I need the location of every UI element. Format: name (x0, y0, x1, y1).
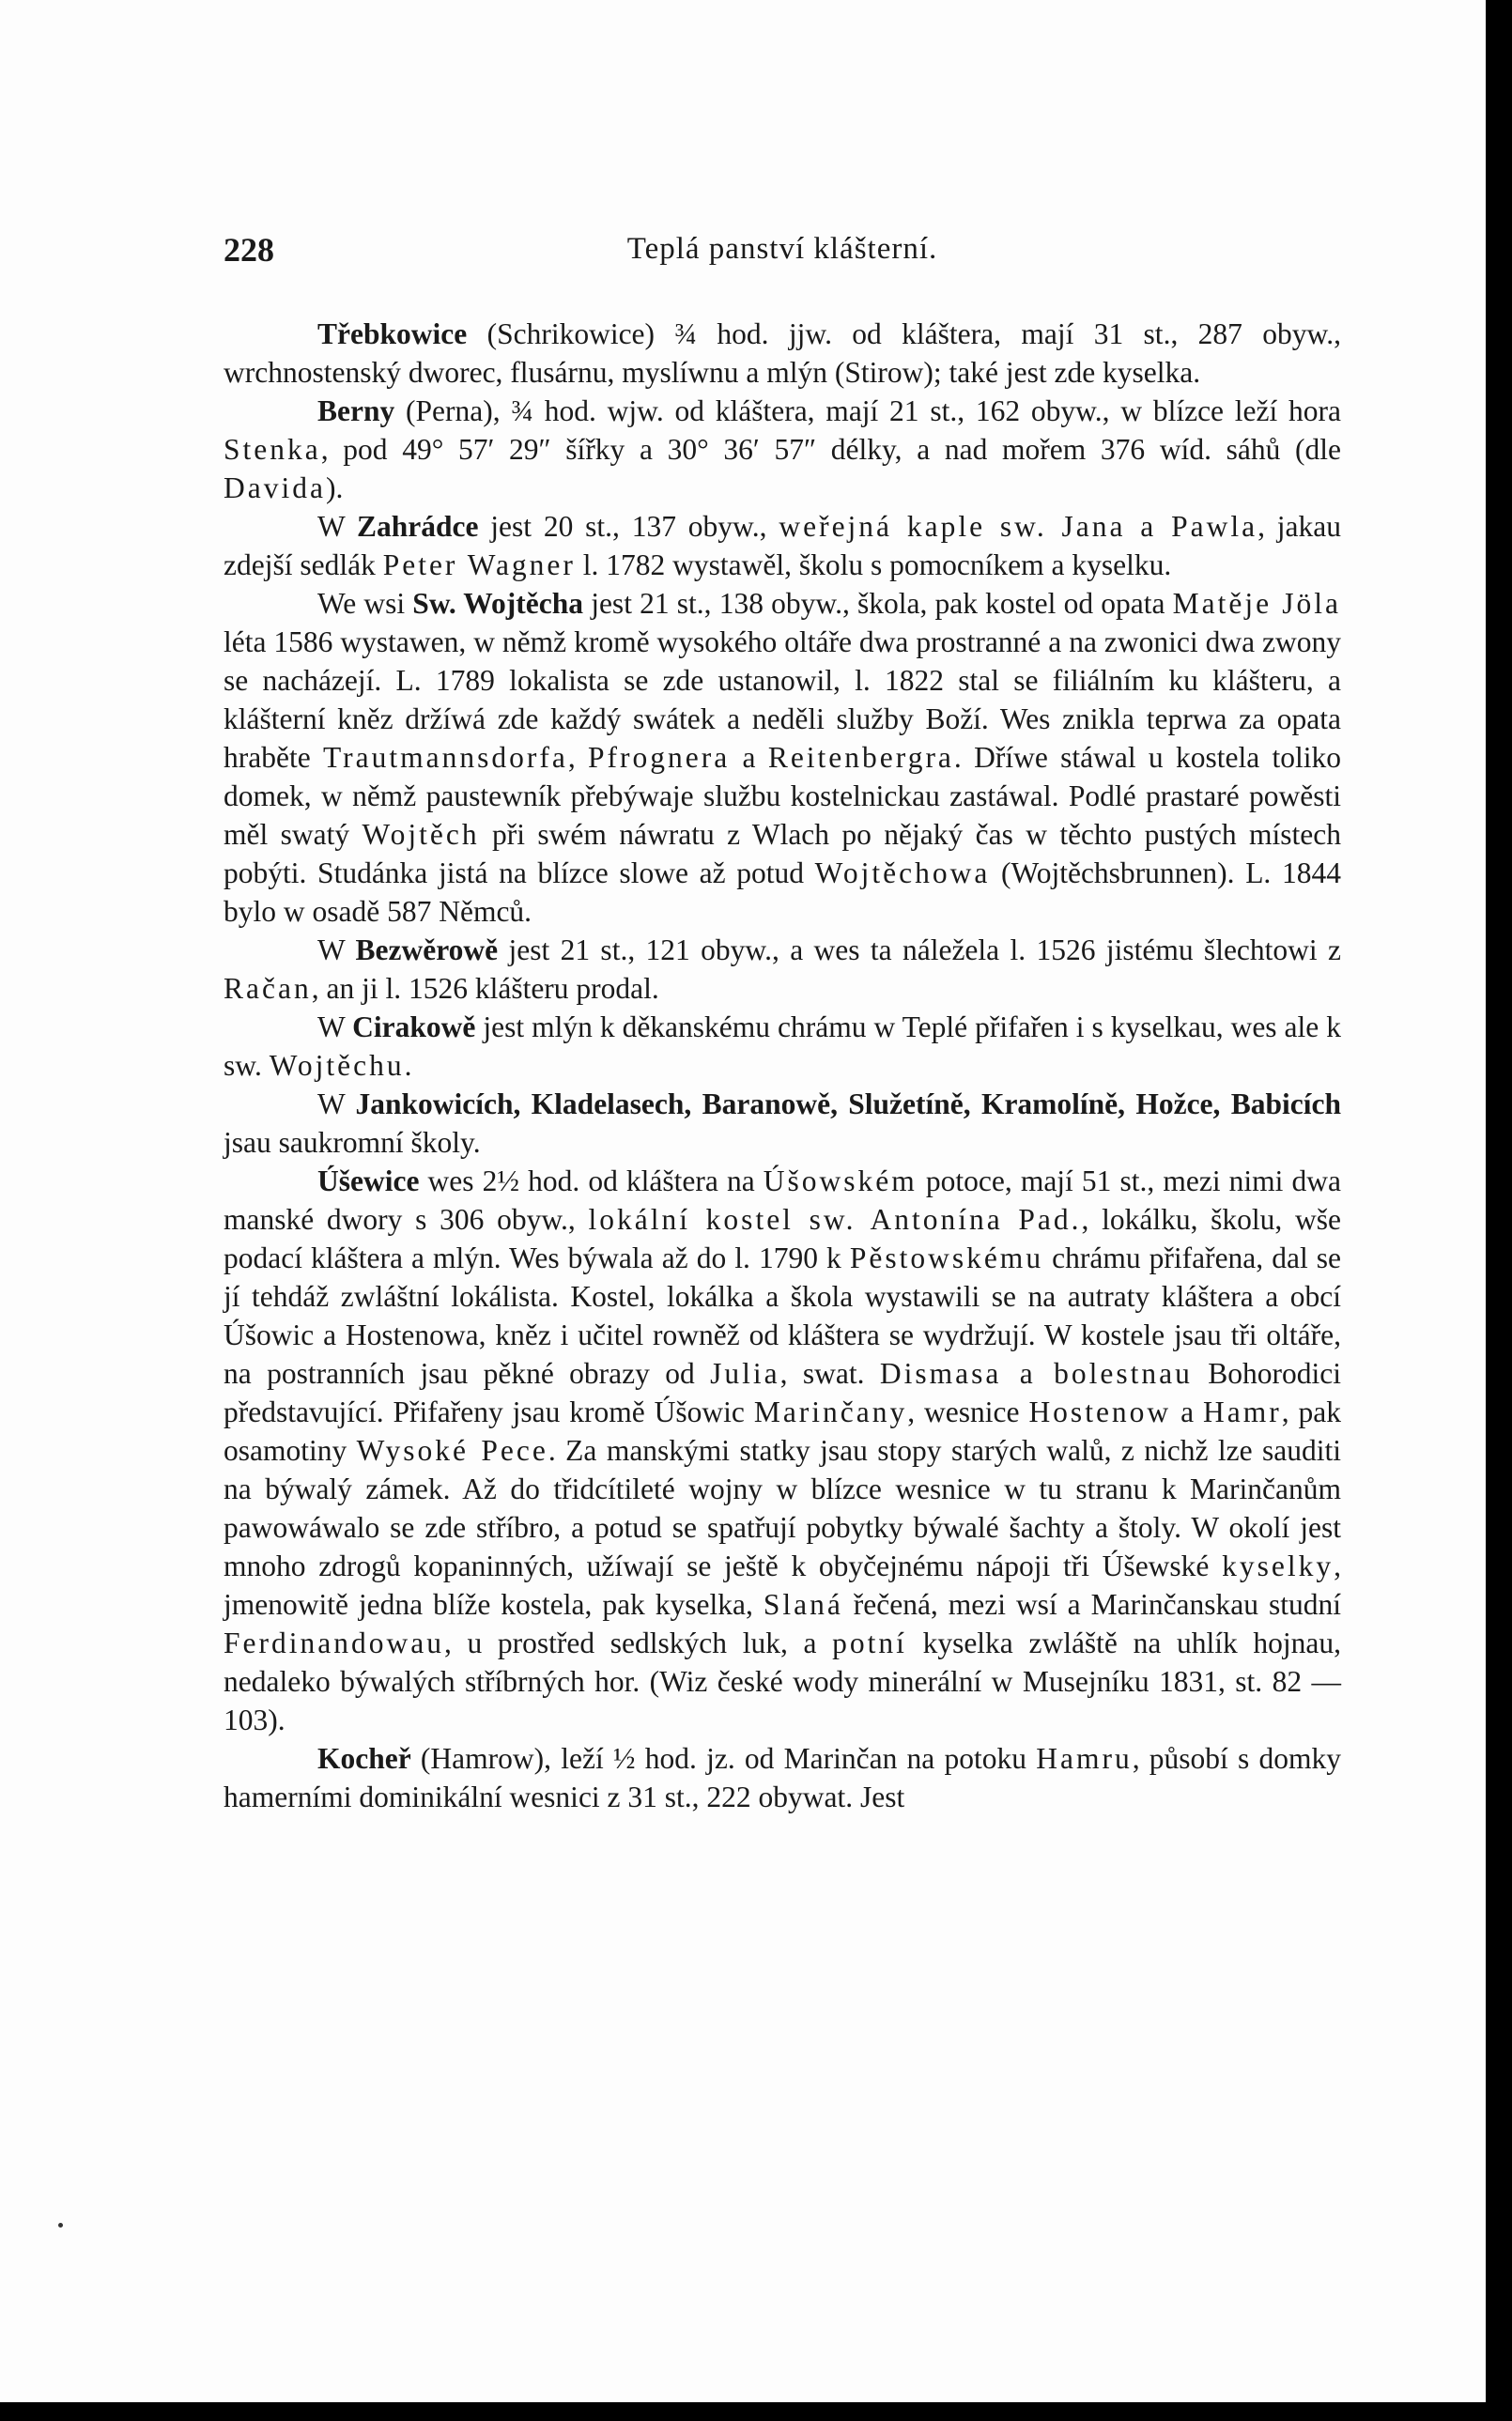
text-run: W (317, 510, 357, 543)
text-run: , u prostřed sedlských luk, a (443, 1627, 833, 1659)
text-run: , působí s domky hamerními dominikální wesnici z 31 st., 222 obywat. Jest (224, 1742, 1341, 1813)
place-name: Berny (317, 394, 395, 427)
paragraph (224, 1008, 1341, 1085)
text-run: při swém náwratu z Wlach po nějaký čas w těchto pustých místech pobýti. Studánka jistá na blízce slowe až potud (224, 818, 1341, 889)
text-block (224, 230, 1341, 1816)
text-run: jest 21 st., 121 obyw., a wes ta náležela l. 1526 jistému šlechtowi z (498, 933, 1341, 966)
spaced-text: Hamru (1036, 1742, 1133, 1775)
text-run: , an ji l. 1526 klášteru prodal. (311, 972, 659, 1005)
spaced-text: Davida (224, 471, 326, 504)
text-run: potoce, mají 51 st., mezi nimi dwa manské dwory s 306 obyw., (224, 1164, 1341, 1236)
spaced-text: Pěstowskému (849, 1241, 1044, 1274)
place-name: Úšewice (317, 1164, 420, 1197)
text-run: řečená, mezi wsí a Marinčanskau studní (842, 1588, 1341, 1621)
text-run: W (317, 1010, 353, 1043)
place-name: Kocheř (317, 1742, 411, 1775)
text-run: ). (325, 471, 344, 504)
page-number: 228 (224, 231, 274, 269)
text-run: a (730, 741, 768, 774)
text-run: W (317, 933, 356, 966)
place-name: Jankowicích, Kladelasech, Baranowě, Služetíně, Kramolíně, Hožce, Babicích (355, 1087, 1341, 1120)
place-name: Sw. Wojtěcha (412, 587, 584, 620)
spaced-text: Hostenow (1028, 1396, 1172, 1428)
text-run: chrámu přifařena, dal se jí tehdáž zwláštní lokálista. Kostel, lokálka a škola wystawili se na autraty kláštera a obcí Úšowic a Hostenowa, kněz i učitel rowněž od kláštera se wydržují. W kostele jsau tři oltáře, na postranních jsau pěkné obrazy od (224, 1241, 1341, 1390)
spaced-text: Pfrognera (588, 741, 731, 774)
spaced-text: Dismasa a bolestnau (879, 1357, 1193, 1390)
place-name: Cirakowě (352, 1010, 476, 1043)
spaced-text: Trautmannsdorfa (323, 741, 568, 774)
paragraph (224, 584, 1341, 931)
text-run: , pak osamotiny (224, 1396, 1342, 1467)
text-run: . Za manskými statky jsau stopy starých walů, z nichž lze sauditi na býwalý zámek. Až do třidcítileté wojny w blízce wesnice w tu stranu k Marinčanům pawowáwalo se zde stříbro, a potud se spatřují pobytky býwalé šachty a štoly. W okolí jest mnoho zdrogů kopaninných, užíwají se ještě k obyčejnému nápoji tři Úšewské (224, 1434, 1342, 1582)
text-run: jest 20 st., 137 obyw., (478, 510, 779, 543)
body-text (224, 315, 1341, 1816)
text-run: . (404, 1049, 412, 1082)
spaced-text: Wojtěchowa (814, 856, 991, 889)
margin-speck (58, 2223, 63, 2228)
text-run: (Schrikowice) ¾ hod. jjw. od kláštera, mají 31 st., 287 obyw., wrchnostenský dworec, flusárnu, myslíwnu a mlýn (Stirow); také jest zde kyselka. (224, 317, 1341, 389)
text-run: . Dříwe stáwal u kostela toliko domek, w němž paustewník přebýwaje službu kostelnickau zastáwal. Podlé prastaré powěsti měl swatý (224, 741, 1342, 851)
text-run: wes 2½ hod. od kláštera na (419, 1164, 764, 1197)
text-run: Bohorodici představující. Přifařeny jsau kromě Úšowic (224, 1357, 1341, 1428)
text-run: (Hamrow), leží ½ hod. jz. od Marinčan na potoku (410, 1742, 1037, 1775)
place-name: Zahrádce (356, 510, 479, 543)
spaced-text: Račan (224, 972, 312, 1005)
spaced-text: Wysoké Pece (356, 1434, 548, 1467)
text-run: (Wojtěchsbrunnen). L. 1844 bylo w osadě 587 Němců. (224, 856, 1341, 928)
paragraph (224, 507, 1341, 584)
place-name: Bezwěrowě (355, 933, 499, 966)
spaced-text: Matěje Jöla (1172, 587, 1342, 620)
text-run: , wesnice (907, 1396, 1029, 1428)
text-run: , jakau zdejší sedlák (224, 510, 1341, 581)
spaced-text: Úšowském (763, 1164, 918, 1197)
spaced-text: Stenka (224, 433, 321, 466)
text-run: We wsi (317, 587, 413, 620)
text-run: , pod 49° 57′ 29″ šířky a 30° 36′ 57″ délky, a nad mořem 376 wíd. sáhů (dle (320, 433, 1341, 466)
spaced-text: Slaná (763, 1588, 843, 1621)
text-run: jest 21 st., 138 obyw., škola, pak kostel od opata (583, 587, 1173, 620)
text-run: kyselka zwláště na uhlík hojnau, nedaleko býwalých stříbrných hor. (Wiz české wody minerální w Musejníku 1831, st. 82 — 103). (224, 1627, 1341, 1736)
text-run: , jmenowitě jedna blíže kostela, pak kyselka, (224, 1550, 1341, 1621)
text-run: léta 1586 wystawen, w němž kromě wysokého oltáře dwa prostranné a na zwonici dwa zwony se nacházejí. L. 1789 lokalista se zde ustanowil, l. 1822 stal se filiálním ku klášteru, a klášterní kněz držíwá zde každý swátek a neděli služby Boží. Wes znikla teprwa za opata hraběte (224, 625, 1341, 774)
paragraph (224, 1162, 1341, 1739)
spaced-text: kyselky (1222, 1550, 1335, 1582)
text-run: a (1171, 1396, 1203, 1428)
spaced-text: Wojtěchu (269, 1049, 405, 1082)
spaced-text: Peter Wagner (382, 548, 576, 581)
spaced-text: Marinčany (753, 1396, 908, 1428)
text-run: , (567, 741, 588, 774)
paragraph (224, 392, 1341, 507)
spaced-text: Reitenbergra (767, 741, 954, 774)
spaced-text: lokální kostel sw. Antonína Pad. (588, 1203, 1082, 1236)
spaced-text: Hamr (1203, 1396, 1282, 1428)
running-head (224, 230, 1341, 286)
place-name: Třebkowice (317, 317, 468, 350)
spaced-text: Wojtěch (362, 818, 480, 851)
spaced-text: Ferdinandowau (224, 1627, 444, 1659)
spaced-text: Julia (710, 1357, 780, 1390)
paragraph (224, 931, 1341, 1008)
spaced-text: potní (832, 1627, 907, 1659)
running-title: Teplá panství klášterní. (626, 232, 938, 266)
paragraph (224, 1085, 1341, 1162)
paragraph (224, 315, 1341, 392)
text-run: , swat. (779, 1357, 880, 1390)
text-run: , lokálku, školu, wše podací kláštera a mlýn. Wes býwala až do l. 1790 k (224, 1203, 1342, 1274)
spaced-text: weřejná kaple sw. Jana a Pawla (779, 510, 1258, 543)
paragraph (224, 1739, 1341, 1816)
text-run: (Perna), ¾ hod. wjw. od kláštera, mají 21 st., 162 obyw., w blízce leží hora (394, 394, 1341, 427)
text-run: l. 1782 wystawěl, školu s pomocníkem a kyselku. (575, 548, 1172, 581)
text-run: W (317, 1087, 356, 1120)
text-run: jest mlýn k děkanskému chrámu w Teplé přifařen i s kyselkau, wes ale k sw. (224, 1010, 1341, 1082)
text-run: jsau saukromní školy. (224, 1126, 481, 1159)
